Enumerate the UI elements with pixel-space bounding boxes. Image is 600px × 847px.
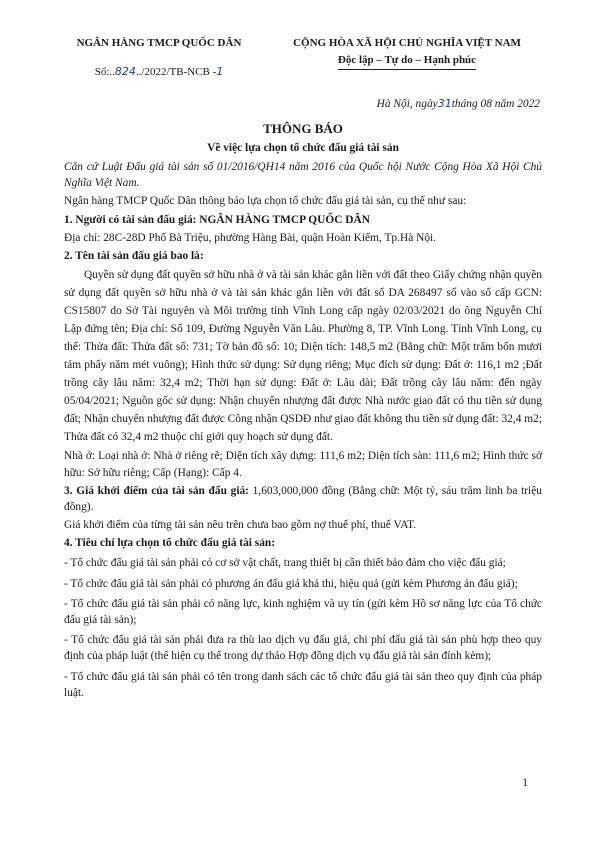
criteria-item: - Tổ chức đấu giá tài sản phải có năng lực, kinh nghiệm và uy tín (gửi kèm Hồ sơ năng lực của Tổ chức đấu giá tài sản); [64, 597, 542, 627]
criteria-item: - Tổ chức đấu giá tài sản phải có tên trong danh sách các tổ chức đấu giá tài sản theo quy định của pháp luật. [64, 670, 542, 699]
doc-number-middle: ../2022/TB-NCB - [135, 65, 217, 78]
section3-heading [64, 483, 542, 515]
intro-paragraph: Ngân hàng TMCP Quốc Dân thông báo lựa chọn tổ chức đấu giá tài sản, cụ thể như sau: [64, 195, 467, 208]
legal-basis: Căn cứ Luật Đấu giá tài sản số 01/2016/QH14 năm 2016 của Quốc hội Nước Cộng Hòa Xã Hội Chủ Nghĩa Việt Nam. [64, 161, 542, 190]
document-date [64, 96, 542, 112]
section1-heading [64, 212, 542, 228]
criteria-item: - Tổ chức đấu giá tài sản phải đưa ra thù lao dịch vụ đấu giá, chi phí đấu giá tài sản phù hợp theo quy định của pháp luật (thể hiện cụ thể trong dự thảo Hợp đồng dịch vụ đấu giá tài sản đính kèm); [64, 634, 542, 663]
section3-heading-label: 3. Giá khởi điểm của tài sản đấu giá: [64, 484, 249, 497]
issuer-block [64, 36, 254, 80]
nation-block [272, 36, 542, 80]
date-suffix: tháng 08 năm 2022 [451, 98, 540, 111]
section2-heading: 2. Tên tài sản đấu giá bao là: [64, 249, 204, 262]
doc-number-suffix-handwritten: 1 [216, 64, 224, 78]
section1-heading-value: NGÂN HÀNG TMCP QUỐC DÂN [199, 213, 370, 226]
section2-body: Quyền sử dụng đất quyền sở hữu nhà ở và tài sản khác gắn liền với đất theo Giấy chứng nhận quyền sử dụng đất quyền sở hữu nhà ở và tài sản khác gắn liền với đất số DA 268497 số vào sổ cấp GCN: CS15807 do Sở Tài nguyên và Môi trường tỉnh Vĩnh Long cấp ngày 02/03/2021 do ông Nguyễn Chí Lập đứng tên; Địa chỉ: Số 109, Đường Nguyễn Văn Lâu. Phường 8, TP. Vĩnh Long. Tỉnh Vĩnh Long, cụ thể: Thửa đất: Thửa đất số: 731; Tờ bản đồ số: 10; Diện tích: 148,5 m2 (Bằng chữ: Một trăm bốn mươi tám phẩy năm mét vuông); Hình thức sử dụng: Sử dụng riêng; Mục đích sử dụng: Đất ở: 116,1 m2 ;Đất trồng cây lâu năm: 32,4 m2; Thời hạn sử dụng: Đất ở: Lâu dài; Đất trồng cây lâu năm: đến ngày 05/04/2021; Nguồn gốc sử dụng: Nhận chuyển nhượng đất được Nhà nước giao đất có thu tiền sử dụng đất; Nhận chuyển nhượng đất được Công nhận QSDĐ như giao đất không thu tiền sử dụng đất: 32,4 m2; Thửa đất có 32,4 m2 thuộc chỉ giới quy hoạch sử dụng đất. [64, 269, 542, 444]
criteria-item: - Tổ chức đấu giá tài sản phải có phương án đấu giá khả thi, hiệu quả (gửi kèm Phương án đấu giá); [64, 577, 518, 590]
doc-number-handwritten: 824 [114, 64, 136, 78]
doc-number-prefix: Số:.. [94, 65, 115, 78]
section1-heading-label: 1. Người có tài sản đấu giá: [64, 213, 200, 226]
document-subtitle: Về việc lựa chọn tổ chức đấu giá tài sản [207, 141, 399, 154]
page-number: 1 [522, 776, 528, 789]
section1-address: Địa chỉ: 28C-28D Phố Bà Triệu, phường Hàng Bài, quận Hoàn Kiếm, Tp.Hà Nội. [64, 231, 437, 244]
section3-note: Giá khởi điểm của từng tài sản nêu trên chưa bao gồm nợ thuế phí, thuế VAT. [64, 519, 417, 532]
document-number [64, 64, 254, 81]
section2-house: Nhà ở: Loại nhà ở: Nhà ở riêng rẽ; Diện tích xây dựng: 111,6 m2; Diện tích sàn: 111,6 m2; Hình thức sở hữu: Sở hữu riêng; Cấp (Hạng): Cấp 4. [64, 450, 542, 479]
nation-title: CỘNG HÒA XÃ HỘI CHỦ NGHĨA VIỆT NAM [293, 37, 521, 49]
document-title: THÔNG BÁO [263, 121, 343, 137]
bank-name: NGÂN HÀNG TMCP QUỐC DÂN [76, 37, 242, 49]
date-prefix: Hà Nội, ngày [376, 98, 438, 111]
document-header [64, 36, 542, 80]
section4-heading: 4. Tiêu chí lựa chọn tổ chức đấu giá tài sản: [64, 537, 276, 550]
nation-motto: Độc lập – Tự do – Hạnh phúc [338, 53, 476, 71]
criteria-item: - Tổ chức đấu giá tài sản phải có cơ sở vật chất, trang thiết bị cần thiết bảo đảm cho việc đấu giá; [64, 557, 506, 570]
date-day-handwritten: 31 [437, 97, 452, 111]
section3-value: 1,603,000,000 đồng (Bằng chữ: Một tỷ, sáu trăm linh ba triệu đồng). [64, 484, 542, 513]
